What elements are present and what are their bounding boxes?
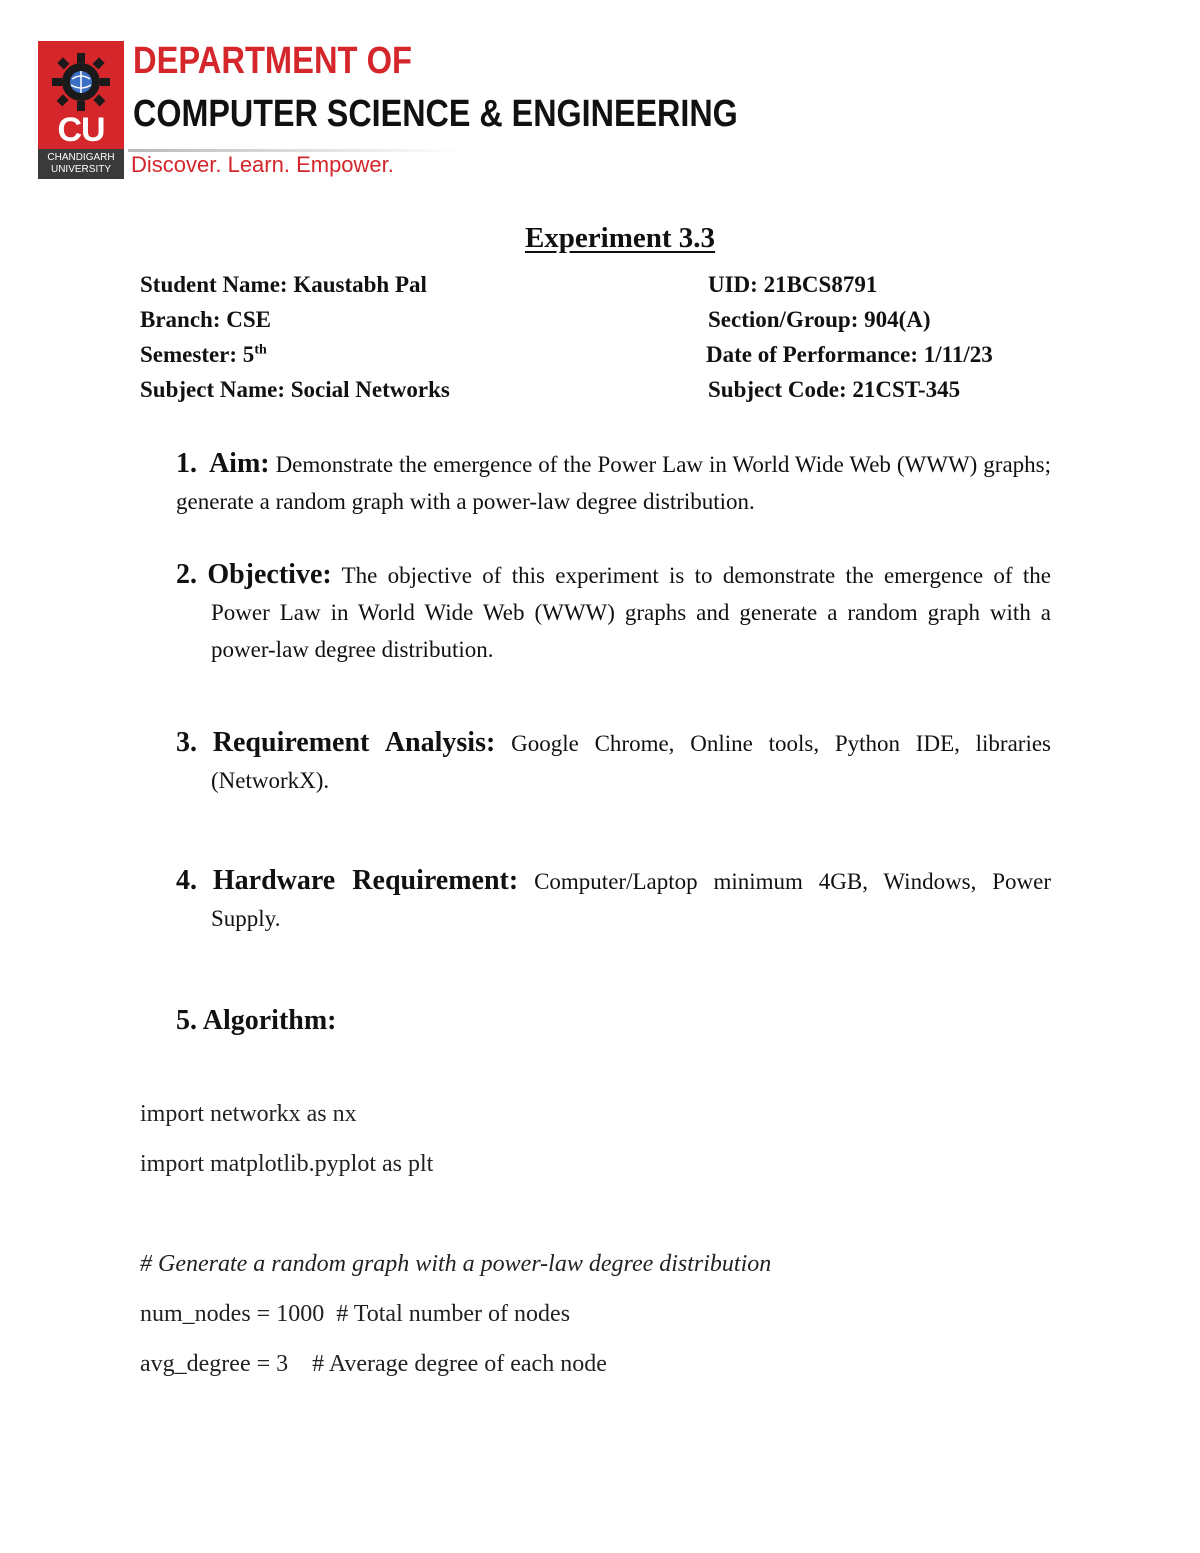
section-group: Section/Group: 904(A) bbox=[708, 307, 931, 332]
section-number: 4. bbox=[176, 865, 197, 896]
semester-superscript: th bbox=[254, 342, 267, 358]
logo-university-line1: CHANDIGARH bbox=[47, 152, 115, 163]
logo-university-line2: UNIVERSITY bbox=[50, 164, 111, 175]
logo-university-band bbox=[38, 149, 124, 179]
section-text: Google Chrome, Online tools, Python IDE, libraries (NetworkX). bbox=[211, 731, 1052, 793]
code-line: import matplotlib.pyplot as plt bbox=[140, 1151, 434, 1177]
code-comment-line: # Generate a random graph with a power-law degree distribution bbox=[140, 1251, 772, 1277]
branch: Branch: CSE bbox=[140, 307, 271, 332]
section-algorithm bbox=[176, 1002, 1051, 1040]
student-name: Student Name: Kaustabh Pal bbox=[140, 272, 427, 297]
tagline: Discover. Learn. Empower. bbox=[131, 152, 394, 177]
subject-name: Subject Name: Social Networks bbox=[140, 377, 450, 402]
section-number: 3. bbox=[176, 727, 197, 758]
logo-cu-text: CU bbox=[57, 111, 105, 149]
university-logo bbox=[38, 41, 124, 179]
section-number: 5. bbox=[176, 1005, 197, 1036]
section-objective bbox=[176, 556, 1051, 668]
code-line: avg_degree = 3 # Average degree of each node bbox=[140, 1351, 607, 1377]
department-heading-line2: COMPUTER SCIENCE & ENGINEERING bbox=[133, 93, 738, 135]
semester-text: Semester: 5 bbox=[140, 342, 255, 367]
semester bbox=[140, 342, 267, 368]
experiment-title: Experiment 3.3 bbox=[524, 222, 716, 254]
subject-code: Subject Code: 21CST-345 bbox=[708, 377, 961, 402]
section-heading: Hardware Requirement: bbox=[212, 865, 519, 896]
section-heading: Objective: bbox=[207, 559, 332, 590]
section-heading: Aim: bbox=[208, 448, 270, 479]
code-line: import networkx as nx bbox=[140, 1101, 357, 1127]
section-text: The objective of this experiment is to demonstrate the emergence of the Power Law in World Wide Web (WWW) graphs and generate a random graph with a power-law degree distribution. bbox=[211, 563, 1051, 662]
section-heading: Requirement Analysis: bbox=[212, 727, 496, 758]
section-aim bbox=[176, 445, 1051, 520]
department-heading-line1: DEPARTMENT OF bbox=[133, 40, 412, 82]
section-number: 1. bbox=[176, 448, 197, 479]
gear-globe-icon bbox=[50, 51, 112, 113]
section-text: Demonstrate the emergence of the Power Law in World Wide Web (WWW) graphs; generate a random graph with a power-law degree distribution. bbox=[176, 452, 1052, 514]
section-requirement-analysis bbox=[176, 724, 1051, 799]
code-line: num_nodes = 1000 # Total number of nodes bbox=[140, 1301, 571, 1327]
section-hardware-requirement bbox=[176, 862, 1051, 937]
section-heading: Algorithm: bbox=[202, 1005, 337, 1036]
date-of-performance: Date of Performance: 1/11/23 bbox=[706, 342, 993, 367]
section-text: Computer/Laptop minimum 4GB, Windows, Power Supply. bbox=[211, 869, 1052, 931]
section-number: 2. bbox=[176, 559, 197, 590]
uid: UID: 21BCS8791 bbox=[708, 272, 878, 297]
